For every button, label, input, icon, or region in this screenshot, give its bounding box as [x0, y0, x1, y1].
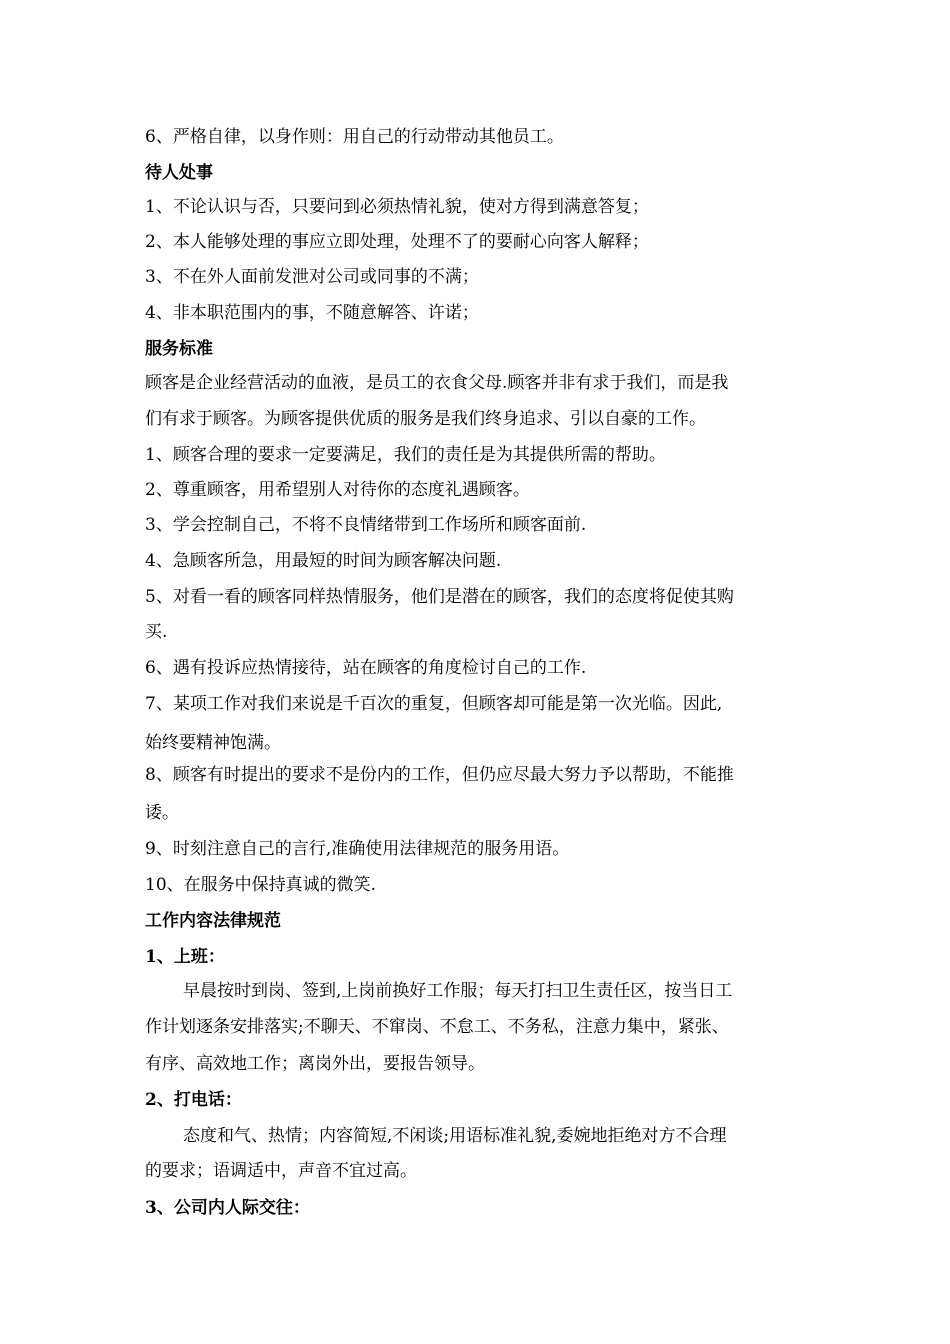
paragraph-line: 态度和气、热情；内容简短,不闲谈;用语标准礼貌,委婉地拒绝对方不合理 [183, 1126, 727, 1146]
text-line: 买. [145, 622, 168, 642]
text-line: 6、遇有投诉应热情接待，站在顾客的角度检讨自己的工作. [145, 658, 587, 678]
text-line: 诿。 [145, 803, 179, 823]
text-line: 1、顾客合理的要求一定要满足，我们的责任是为其提供所需的帮助。 [145, 445, 666, 465]
text-line: 们有求于顾客。为顾客提供优质的服务是我们终身追求、引以自豪的工作。 [145, 409, 706, 429]
text-line: 10、在服务中保持真诚的微笑. [145, 875, 377, 895]
section-heading: 待人处事 [145, 163, 213, 183]
text-line: 4、非本职范围内的事，不随意解答、许诺； [145, 303, 479, 323]
text-line: 7、某项工作对我们来说是千百次的重复，但顾客却可能是第一次光临。因此, [145, 694, 723, 714]
text-line: 4、急顾客所急，用最短的时间为顾客解决问题. [145, 551, 502, 571]
subsection-heading: 2、打电话： [145, 1090, 242, 1110]
text-line: 5、对看一看的顾客同样热情服务，他们是潜在的顾客，我们的态度将促使其购 [145, 587, 734, 607]
text-line: 9、时刻注意自己的言行,准确使用法律规范的服务用语。 [145, 839, 570, 859]
section-heading: 工作内容法律规范 [145, 911, 281, 931]
paragraph-line: 早晨按时到岗、签到,上岗前换好工作服；每天打扫卫生责任区，按当日工 [183, 981, 733, 1001]
text-line: 作计划逐条安排落实;不聊天、不窜岗、不怠工、不务私，注意力集中，紧张、 [145, 1017, 729, 1037]
subsection-heading: 3、公司内人际交往： [145, 1198, 310, 1218]
text-line: 3、学会控制自己，不将不良情绪带到工作场所和顾客面前. [145, 515, 587, 535]
text-line: 有序、高效地工作；离岗外出，要报告领导。 [145, 1054, 485, 1074]
text-line: 顾客是企业经营活动的血液，是员工的衣食父母.顾客并非有求于我们，而是我 [145, 373, 729, 393]
subsection-heading: 1、上班： [145, 947, 225, 967]
text-line: 的要求；语调适中，声音不宜过高。 [145, 1161, 417, 1181]
text-line: 2、尊重顾客，用希望别人对待你的态度礼遇顾客。 [145, 480, 530, 500]
text-line: 2、本人能够处理的事应立即处理，处理不了的要耐心向客人解释； [145, 232, 649, 252]
text-line: 始终要精神饱满。 [145, 733, 281, 753]
section-heading: 服务标准 [145, 339, 213, 359]
text-line: 3、不在外人面前发泄对公司或同事的不满； [145, 267, 479, 287]
text-line: 8、顾客有时提出的要求不是份内的工作，但仍应尽最大努力予以帮助，不能推 [145, 765, 734, 785]
text-line: 6、严格自律，以身作则：用自己的行动带动其他员工。 [145, 127, 564, 147]
text-line: 1、不论认识与否，只要问到必须热情礼貌，使对方得到满意答复； [145, 197, 649, 217]
